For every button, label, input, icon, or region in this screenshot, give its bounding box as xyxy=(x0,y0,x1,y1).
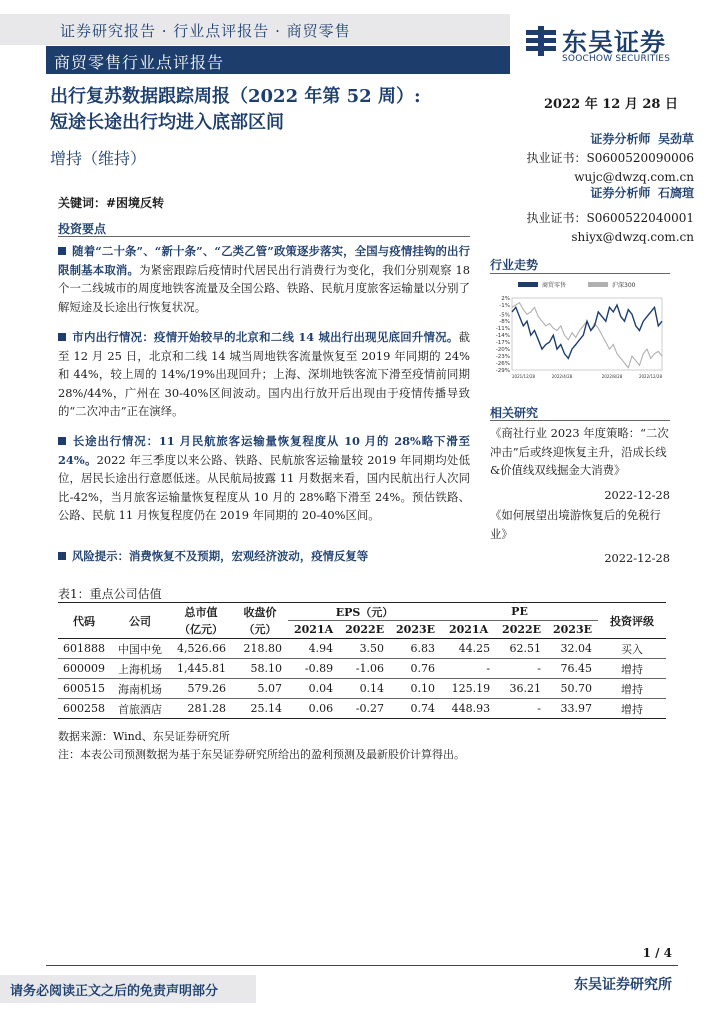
y-tick-label: -1% xyxy=(499,302,510,309)
footer-org: 东吴证券研究所 xyxy=(574,977,672,993)
bullet-4 xyxy=(58,547,470,566)
y-tick-label: -11% xyxy=(495,326,510,333)
header-year: 2023E xyxy=(396,623,436,636)
chart-frame xyxy=(512,298,662,370)
y-tick-label: -17% xyxy=(495,340,510,347)
analyst-2-title: 证券分析师 xyxy=(590,186,651,200)
header-year: 2022E xyxy=(345,623,385,636)
series-line xyxy=(512,303,662,368)
cell-eps: 3.50 xyxy=(339,639,390,659)
x-tick-label: 2022/12/28 xyxy=(638,374,662,379)
related-list xyxy=(490,424,670,568)
cell-eps: 0.10 xyxy=(390,679,441,699)
cell-price: 5.07 xyxy=(232,679,288,699)
bullet-1 xyxy=(58,242,470,316)
bullet-square-icon xyxy=(58,437,66,445)
cell-company: 首旅酒店 xyxy=(118,702,162,716)
cell-eps: -0.89 xyxy=(288,659,339,679)
report-title xyxy=(50,84,421,136)
report-date: 2022 年 12 月 28 日 xyxy=(544,97,678,112)
bullet-3-body: 2022 年三季度以来公路、铁路、民航旅客运输量较 2019 年同期均处低位，居民长途出行意愿低迷。从民航局披露 11 月数据来看，国内民航出行人次同比-42%，当月旅客运输量恢复程度从 10 月的 28%略下滑至 24%。预估铁路、公路、民航 11 月恢复程度仍在 2019 年同期的 20-40%区间。 xyxy=(58,452,470,522)
x-tick-label: 2022/8/28 xyxy=(601,374,623,379)
cell-eps: 0.06 xyxy=(308,702,334,715)
key-points-divider xyxy=(58,236,470,237)
x-tick-label: 2022/4/28 xyxy=(551,374,573,379)
header-code: 代码 xyxy=(73,614,95,628)
bullet-square-icon xyxy=(58,552,66,560)
cell-pe: - xyxy=(537,702,542,715)
trend-heading: 行业走势 xyxy=(490,258,539,272)
logo-text: 东吴证券 xyxy=(562,28,667,57)
cell-eps: 4.94 xyxy=(288,639,339,659)
report-type: 商贸零售行业点评报告 xyxy=(54,53,225,72)
cell-pe: 125.19 xyxy=(441,679,496,699)
bullet-square-icon xyxy=(58,333,66,341)
bullet-1-lead: 随着“二十条”、“新十条”、“乙类乙管”政策逐步落实，全国与疫情挂钩的出行限制基本取消。 xyxy=(58,244,470,277)
header-eps: EPS（元） xyxy=(288,603,441,621)
cell-rating: 增持 xyxy=(621,702,643,716)
cell-eps: 0.74 xyxy=(410,702,435,715)
cell-code: 600009 xyxy=(58,659,110,679)
title-line-1: 出行复苏数据跟踪周报（2022 年第 52 周）: xyxy=(50,86,421,107)
cell-rating: 买入 xyxy=(598,639,666,659)
cell-code: 601888 xyxy=(58,639,110,659)
page-number: 1 / 4 xyxy=(642,946,672,960)
y-tick-label: -23% xyxy=(495,354,510,361)
header-year: 2021A xyxy=(448,623,489,636)
header-year: 2021A xyxy=(293,623,334,636)
title-line-2: 短途长途出行均进入底部区间 xyxy=(50,112,284,133)
industry-trend-chart xyxy=(488,278,666,386)
legend-swatch xyxy=(518,282,538,287)
footer-divider xyxy=(46,965,678,966)
analyst-1-name: 吴劲草 xyxy=(657,132,694,146)
trend-divider xyxy=(490,273,670,274)
cell-price: 218.80 xyxy=(232,639,288,659)
cell-eps: -0.27 xyxy=(355,702,385,715)
bullet-2-lead: 市内出行情况：疫情开始较早的北京和二线 14 城出行出现见底回升情况。 xyxy=(72,330,459,344)
cell-rating: 增持 xyxy=(598,679,666,699)
analyst-1 xyxy=(527,130,694,187)
header-year: 2023E xyxy=(553,623,592,636)
related-divider xyxy=(490,420,670,421)
table-note: 注：本表公司预测数据为基于东吴证券研究所给出的盈利预测及最新股价计算得出。 xyxy=(58,748,465,761)
cell-mktcap: 1,445.81 xyxy=(170,659,232,679)
cell-code: 600258 xyxy=(63,702,105,715)
analyst-2-cert: 执业证书：S0600522040001 xyxy=(526,211,694,225)
bullet-2 xyxy=(58,328,470,421)
cell-pe: 448.93 xyxy=(451,702,491,715)
bullet-4-lead: 风险提示：消费恢复不及预期，宏观经济波动，疫情反复等 xyxy=(72,549,369,563)
y-tick-label: -20% xyxy=(495,347,510,354)
bullet-3 xyxy=(58,432,470,525)
table-row xyxy=(58,659,666,679)
bullet-2-body: 截至 12 月 25 日，北京和二线 14 城当周地铁客流量恢复至 2019 年同期的 24%和 44%，较上周的 14%/19%出现回升；上海、深圳地铁客流下滑至疫情前同期 28%/44%，广州在 30-40%区间波动。国内出行放开后出现由于疫情传播导致的“二次冲击”正在演绎。 xyxy=(58,330,470,418)
cell-mktcap: 579.26 xyxy=(170,679,232,699)
table-row xyxy=(58,679,666,699)
y-tick-label: -5% xyxy=(499,312,510,319)
logo-english: SOOCHOW SECURITIES xyxy=(562,54,671,64)
bullet-1-body: 为紧密跟踪后疫情时代居民出行消费行为变化，我们分别观察 18 个一二线城市的周度地铁客流量及全国公路、铁路、民航月度旅客运输量以分别了解短途及长途出行恢复状况。 xyxy=(58,262,470,314)
y-tick-label: -26% xyxy=(495,361,510,368)
table-source: 数据来源：Wind、东吴证券研究所 xyxy=(58,730,230,743)
header-year: 2022E xyxy=(502,623,542,636)
header-mktcap-unit: （亿元） xyxy=(179,623,223,637)
bullet-square-icon xyxy=(58,247,66,255)
keywords: 关键词：#困境反转 xyxy=(58,196,165,210)
legend-label: 沪深300 xyxy=(612,282,636,289)
cell-company: 海南机场 xyxy=(110,679,170,699)
analyst-2-email[interactable]: shiyx@dwzq.com.cn xyxy=(571,230,694,244)
cell-mktcap: 4,526.66 xyxy=(170,639,232,659)
cell-code: 600515 xyxy=(58,679,110,699)
y-tick-label: -29% xyxy=(495,368,510,374)
disclaimer-link[interactable]: 请务必阅读正文之后的免责声明部分 xyxy=(10,984,219,999)
table-row xyxy=(58,699,666,719)
table-caption: 表1：重点公司估值 xyxy=(58,587,162,601)
cell-eps: 6.83 xyxy=(390,639,441,659)
legend-label: 商贸零售 xyxy=(542,282,567,289)
cell-price: 25.14 xyxy=(250,702,282,715)
y-tick-label: 2% xyxy=(501,296,510,302)
analyst-2 xyxy=(527,184,694,247)
x-tick-label: 2021/12/28 xyxy=(512,374,536,379)
header-price: 收盘价 xyxy=(243,605,277,619)
cell-pe: 33.97 xyxy=(560,702,592,715)
rating: 增持（维持） xyxy=(50,149,147,168)
related-item-1-title[interactable]: 《商社行业 2023 年度策略：“二次冲击”后或终迎恢复主升，沿成长线&价值线双线掘金大消费》 xyxy=(490,426,669,477)
cell-company: 上海机场 xyxy=(110,659,170,679)
cell-company: 中国中免 xyxy=(110,639,170,659)
cell-eps: -1.06 xyxy=(339,659,390,679)
related-heading: 相关研究 xyxy=(490,406,539,420)
cell-pe: - xyxy=(441,659,496,679)
related-item-1-date: 2022-12-28 xyxy=(604,487,670,502)
cell-pe: 50.70 xyxy=(547,679,598,699)
header-rating: 投资评级 xyxy=(610,614,654,628)
cell-eps: 0.04 xyxy=(288,679,339,699)
table-row xyxy=(58,639,666,659)
y-tick-label: -14% xyxy=(495,333,510,340)
header-company: 公司 xyxy=(129,614,151,628)
cell-pe: 36.21 xyxy=(496,679,547,699)
cell-pe: 62.51 xyxy=(496,639,547,659)
soochow-logo-icon xyxy=(524,26,558,56)
cell-rating: 增持 xyxy=(598,659,666,679)
related-item-2-date: 2022-12-28 xyxy=(604,551,670,565)
key-points-heading: 投资要点 xyxy=(58,222,107,236)
header-mktcap: 总市值 xyxy=(184,605,218,619)
cell-eps: 0.76 xyxy=(390,659,441,679)
series-line xyxy=(512,305,662,358)
related-item-2-title[interactable]: 《如何展望出境游恢复后的免税行业》 xyxy=(490,508,661,541)
analyst-1-cert: 执业证书：S0600520090006 xyxy=(526,151,694,165)
cell-pe: - xyxy=(496,659,547,679)
cell-pe: 44.25 xyxy=(441,639,496,659)
cell-eps: 0.14 xyxy=(339,679,390,699)
header-price-unit: （元） xyxy=(243,623,277,637)
analyst-1-email[interactable]: wujc@dwzq.com.cn xyxy=(574,170,694,184)
header-pe: PE xyxy=(441,603,598,621)
analyst-2-name: 石旖瑄 xyxy=(657,186,694,200)
bullet-3-lead: 长途出行情况：11 月民航旅客运输量恢复程度从 10 月的 28%略下滑至 24%。 xyxy=(58,434,470,467)
cell-mktcap: 281.28 xyxy=(187,702,226,715)
y-tick-label: -8% xyxy=(499,319,510,326)
cell-pe: 76.45 xyxy=(547,659,598,679)
cell-pe: 32.04 xyxy=(547,639,598,659)
legend-swatch xyxy=(588,282,608,287)
breadcrumb: 证券研究报告 · 行业点评报告 · 商贸零售 xyxy=(60,22,351,40)
valuation-table xyxy=(58,602,666,719)
cell-price: 58.10 xyxy=(232,659,288,679)
analyst-1-title: 证券分析师 xyxy=(590,132,651,146)
